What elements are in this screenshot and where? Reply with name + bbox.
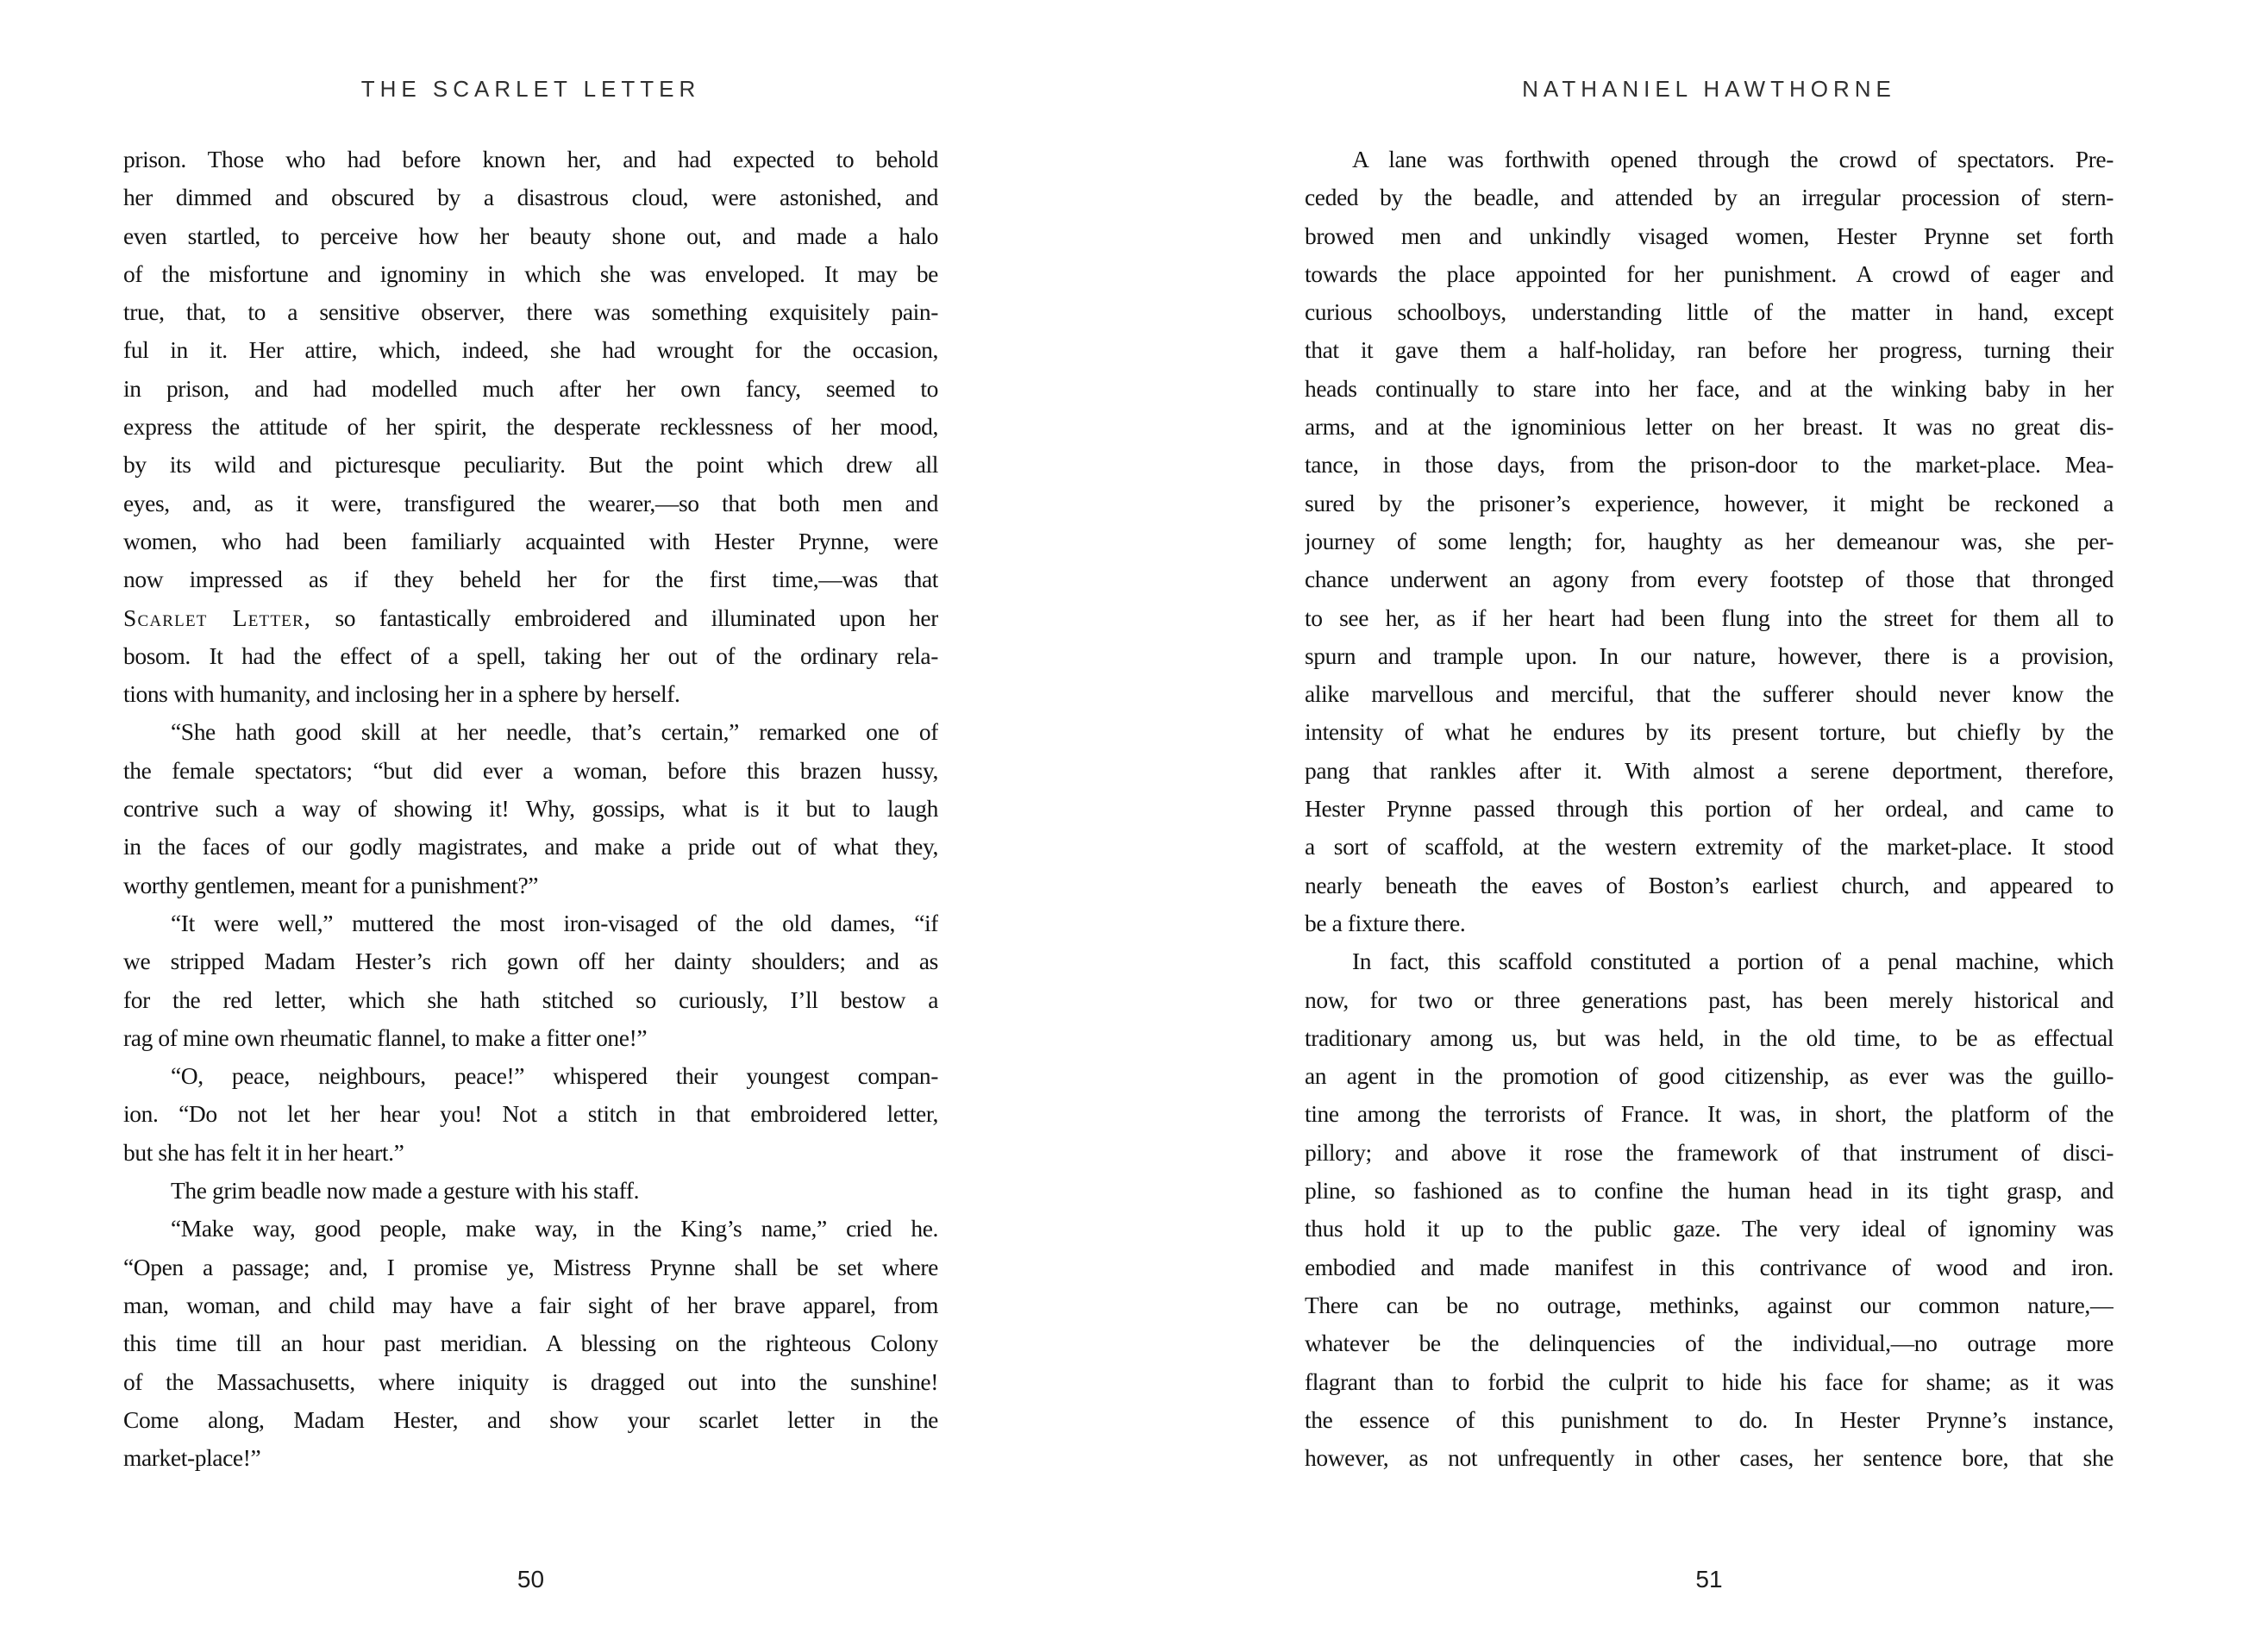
- text-line: journey of some length; for, haughty as her demeanour was, she per-: [1305, 527, 2114, 554]
- text-line: of the Massachusetts, where iniquity is dragged out into the sunshine!: [123, 1367, 938, 1395]
- text-line: man, woman, and child may have a fair sight of her brave apparel, from: [123, 1291, 938, 1318]
- small-caps-text: Scarlet Letter,: [123, 604, 311, 631]
- text-line: The grim beadle now made a gesture with his staff.: [171, 1177, 640, 1205]
- text-line: in prison, and had modelled much after her own fancy, seemed to: [123, 374, 938, 402]
- text-line: tance, in those days, from the prison-door to the market-place. Mea-: [1305, 451, 2114, 479]
- text-line: pillory; and above it rose the framework of that instrument of disci-: [1305, 1138, 2114, 1166]
- text-line: express the attitude of her spirit, the desperate recklessness of her mood,: [123, 413, 938, 441]
- text-line: her dimmed and obscured by a disastrous cloud, were astonished, and: [123, 184, 938, 211]
- text-line: eyes, and, as it were, transfigured the wearer,—so that both men and: [123, 489, 938, 516]
- text-line: intensity of what he endures by its present torture, but chiefly by the: [1305, 718, 2114, 746]
- text-line: nearly beneath the eaves of Boston’s earliest church, and appeared to: [1305, 871, 2114, 898]
- text-line: however, as not unfrequently in other cases, her sentence bore, that she: [1305, 1444, 2114, 1472]
- text-line: this time till an hour past meridian. A blessing on the righteous Colony: [123, 1330, 938, 1357]
- text-line: flagrant than to forbid the culprit to hide his face for shame; as it was: [1305, 1367, 2114, 1395]
- text-line: be a fixture there.: [1305, 909, 1466, 936]
- text-line: chance underwent an agony from every footstep of those that thronged: [1305, 566, 2114, 593]
- text-line: the essence of this punishment to do. In Hester Prynne’s instance,: [1305, 1405, 2114, 1433]
- text-line: but she has felt it in her heart.”: [123, 1138, 404, 1166]
- text-line: pang that rankles after it. With almost a serene deportment, therefore,: [1305, 756, 2114, 784]
- text-line: the female spectators; “but did ever a woman, before this brazen hussy,: [123, 756, 938, 784]
- text-line: “Make way, good people, make way, in the King’s name,” cried he.: [171, 1215, 938, 1242]
- text-line: ion. “Do not let her hear you! Not a stitch in that embroidered letter,: [123, 1100, 938, 1128]
- text-line: now impressed as if they beheld her for the first time,—was that: [123, 566, 938, 593]
- text-line: traditionary among us, but was held, in the old time, to be as effectual: [1305, 1023, 2114, 1051]
- text-line: curious schoolboys, understanding little of the matter in hand, except: [1305, 298, 2114, 326]
- text-line: In fact, this scaffold constituted a portion of a penal machine, which: [1352, 948, 2114, 975]
- text-line: in the faces of our godly magistrates, and make a pride out of what they,: [123, 833, 938, 860]
- text-line: a sort of scaffold, at the western extremity of the market-place. It stood: [1305, 833, 2114, 860]
- text-line: ful in it. Her attire, which, indeed, she had wrought for the occasion,: [123, 336, 938, 364]
- text-line: “O, peace, neighbours, peace!” whispered their youngest compan-: [171, 1062, 938, 1090]
- text-line: to see her, as if her heart had been flung into the street for them all to: [1305, 604, 2114, 631]
- text-line: spurn and trample upon. In our nature, however, there is a provision,: [1305, 641, 2114, 669]
- text-line: embodied and made manifest in this contrivance of wood and iron.: [1305, 1253, 2114, 1280]
- text-line: by its wild and picturesque peculiarity. But the point which drew all: [123, 451, 938, 479]
- text-line: tions with humanity, and inclosing her in a sphere by herself.: [123, 680, 680, 708]
- text-line: even startled, to perceive how her beauty shone out, and made a halo: [123, 222, 938, 249]
- page-text-left: [123, 141, 938, 1477]
- text-line: for the red letter, which she hath stitched so curiously, I’ll bestow a: [123, 986, 938, 1013]
- text-line: whatever be the delinquencies of the individual,—no outrage more: [1305, 1330, 2114, 1357]
- text-line: thus hold it up to the public gaze. The very ideal of ignominy was: [1305, 1215, 2114, 1242]
- text-line: There can be no outrage, methinks, against our common nature,—: [1305, 1291, 2114, 1318]
- text-line: ceded by the beadle, and attended by an irregular procession of stern-: [1305, 184, 2114, 211]
- text-line: heads continually to stare into her face, and at the winking baby in her: [1305, 374, 2114, 402]
- text-line: contrive such a way of showing it! Why, gossips, what is it but to laugh: [123, 795, 938, 823]
- page-right: [1305, 0, 2114, 1652]
- text-line: “She hath good skill at her needle, that’s certain,” remarked one of: [171, 718, 938, 746]
- text-line: now, for two or three generations past, has been merely historical and: [1305, 986, 2114, 1013]
- text-line: market-place!”: [123, 1444, 261, 1472]
- text-line: an agent in the promotion of good citizenship, as ever was the guillo-: [1305, 1062, 2114, 1090]
- page-text-right: [1305, 141, 2114, 1477]
- page-number-left: 50: [517, 1566, 545, 1593]
- text-line: browed men and unkindly visaged women, Hester Prynne set forth: [1305, 222, 2114, 249]
- text-line: sured by the prisoner’s experience, however, it might be reckoned a: [1305, 489, 2114, 516]
- running-header-author-name: NATHANIEL HAWTHORNE: [1522, 76, 1896, 102]
- text-line: tine among the terrorists of France. It was, in short, the platform of the: [1305, 1100, 2114, 1128]
- text-line: alike marvellous and merciful, that the sufferer should never know the: [1305, 680, 2114, 708]
- page-number-right: 51: [1695, 1566, 1723, 1593]
- text-line: worthy gentlemen, meant for a punishment?”: [123, 871, 539, 898]
- running-header-book-title: THE SCARLET LETTER: [360, 76, 701, 102]
- text-line: towards the place appointed for her punishment. A crowd of eager and: [1305, 260, 2114, 287]
- text-line: we stripped Madam Hester’s rich gown off her dainty shoulders; and as: [123, 948, 938, 975]
- text-line: Come along, Madam Hester, and show your scarlet letter in the: [123, 1405, 938, 1433]
- text-line: true, that, to a sensitive observer, there was something exquisitely pain-: [123, 298, 938, 326]
- page-left: [123, 0, 938, 1652]
- text-line: bosom. It had the effect of a spell, taking her out of the ordinary rela-: [123, 641, 938, 669]
- text-line: pline, so fashioned as to confine the human head in its tight grasp, and: [1305, 1177, 2114, 1205]
- text-line: women, who had been familiarly acquainted with Hester Prynne, were: [123, 527, 938, 554]
- text-line: A lane was forthwith opened through the crowd of spectators. Pre-: [1352, 146, 2114, 172]
- text-line: prison. Those who had before known her, and had expected to behold: [123, 146, 938, 172]
- text-line: arms, and at the ignominious letter on her breast. It was no great dis-: [1305, 413, 2114, 441]
- text-line: “Open a passage; and, I promise ye, Mistress Prynne shall be set where: [123, 1253, 938, 1280]
- text-line: Scarlet Letter, so fantastically embroidered and illuminated upon her: [123, 604, 938, 631]
- text-line: that it gave them a half-holiday, ran before her progress, turning their: [1305, 336, 2114, 364]
- text-line: Hester Prynne passed through this portion of her ordeal, and came to: [1305, 795, 2114, 823]
- text-line: of the misfortune and ignominy in which she was enveloped. It may be: [123, 260, 938, 287]
- text-line: “It were well,” muttered the most iron-visaged of the old dames, “if: [171, 909, 938, 936]
- text-line: rag of mine own rheumatic flannel, to make a fitter one!”: [123, 1023, 648, 1051]
